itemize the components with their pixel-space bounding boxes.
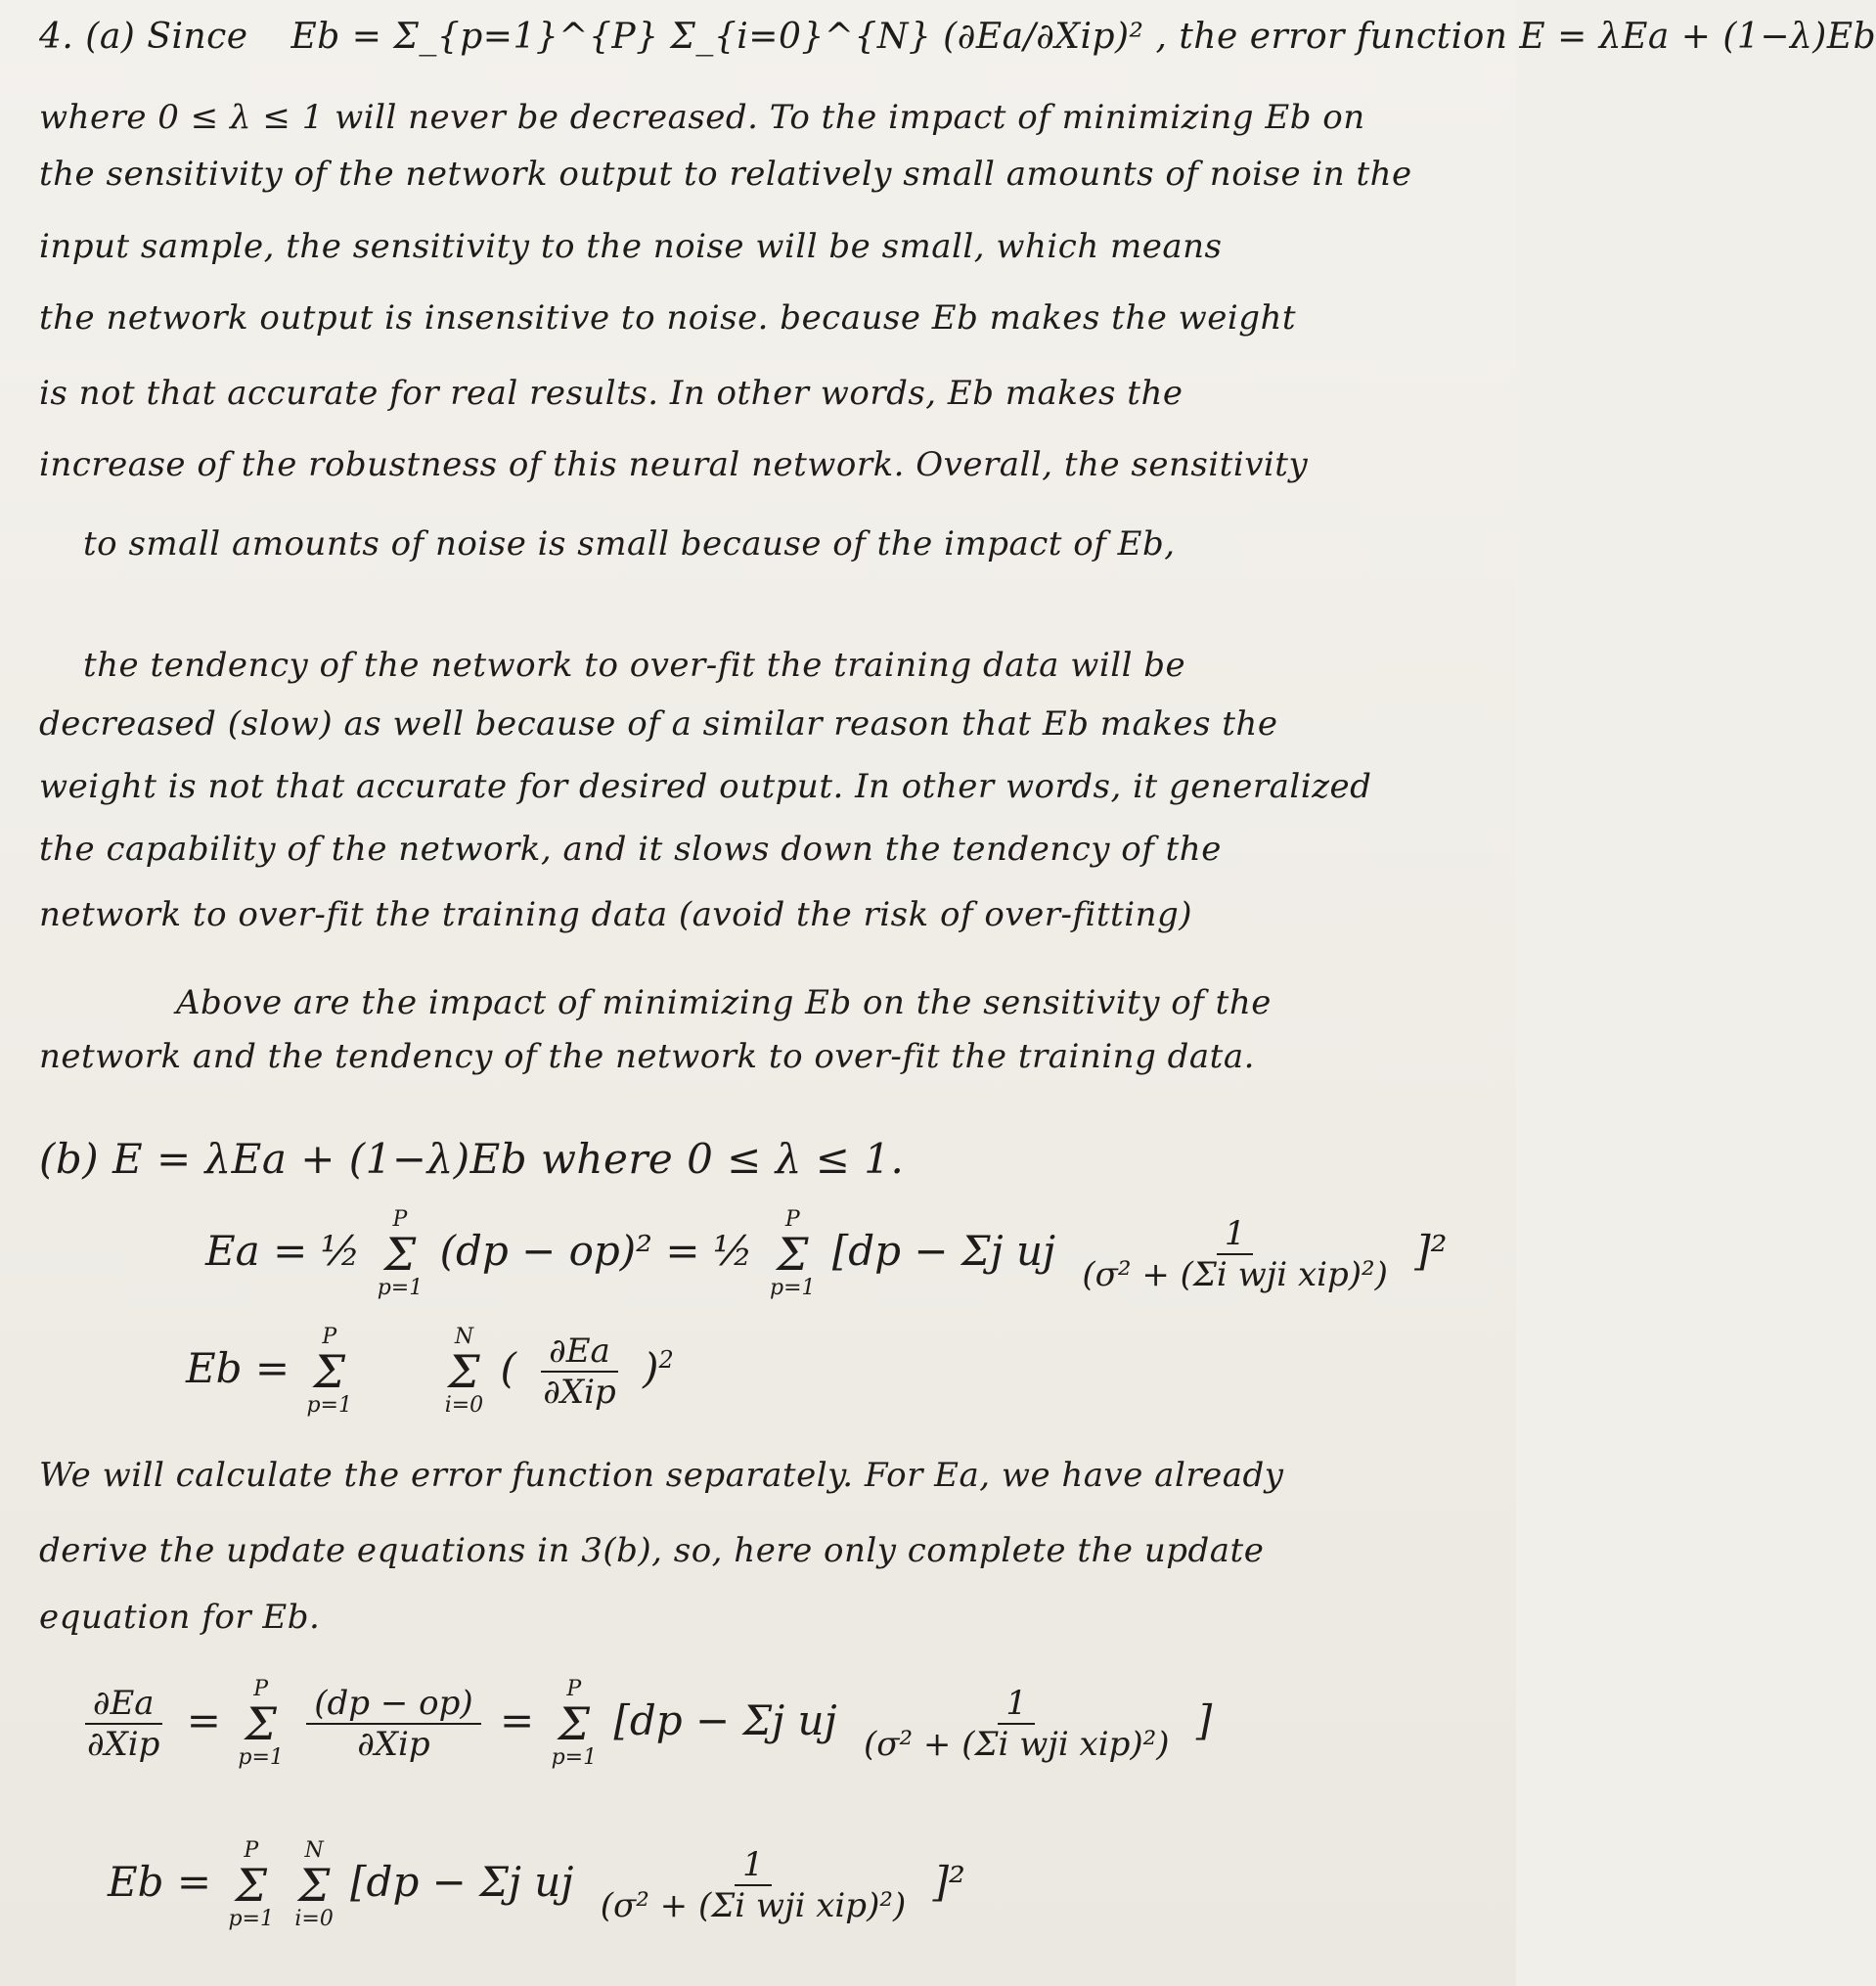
sum-lower: p=1 xyxy=(228,1907,274,1931)
sum-upper: N xyxy=(454,1325,474,1349)
part-a-line: input sample, the sensitivity to the noise will be small, which means xyxy=(39,227,1223,266)
dea-inner-fraction xyxy=(856,1684,1178,1764)
sum-p xyxy=(306,1326,352,1418)
part-a-line: is not that accurate for real results. In other words, Eb makes the xyxy=(39,374,1184,413)
part-a-line: the network output is insensitive to noise. because Eb makes the weight xyxy=(39,298,1297,338)
fraction-denominator: (σ² + (Σi wji xip)²) xyxy=(1082,1255,1388,1294)
part-a-line: the tendency of the network to over-fit the training data will be xyxy=(83,646,1186,685)
half-coefficient: ½ xyxy=(320,1227,361,1275)
dea-close: ] xyxy=(1195,1696,1213,1744)
part-a-line: to small amounts of noise is small because of the impact of Eb, xyxy=(83,524,1176,564)
eb-symbol: Eb xyxy=(186,1344,243,1392)
sum-upper: P xyxy=(566,1677,582,1701)
eb-symbol: Eb xyxy=(108,1858,164,1906)
sum-upper: P xyxy=(784,1207,800,1232)
sum-i xyxy=(445,1326,483,1418)
dea-fraction xyxy=(306,1684,480,1764)
ea-equation xyxy=(205,1208,1448,1300)
sigma-symbol: Σ xyxy=(313,1345,345,1398)
ea-symbol: Ea xyxy=(205,1227,260,1275)
part-b-line1-summary xyxy=(0,0,1,1)
sum-p xyxy=(770,1208,816,1300)
fraction-denominator: (σ² + (Σi wji xip)²) xyxy=(600,1886,907,1925)
part-a-heading: 4. (a) Since xyxy=(39,17,248,57)
part-a-line: decreased (slow) as well because of a similar reason that Eb makes the xyxy=(39,704,1278,744)
equals-sign: = xyxy=(500,1696,535,1744)
dea-bracket: [dp − Σj uj xyxy=(613,1696,837,1744)
sum-lower: p=1 xyxy=(377,1276,424,1300)
part-a-line: weight is not that accurate for desired output. In other words, it generalized xyxy=(39,767,1372,806)
sum-upper: N xyxy=(304,1838,324,1863)
fraction-numerator: 1 xyxy=(998,1684,1035,1725)
fraction-denominator: ∂Xip xyxy=(87,1725,160,1764)
partial-fraction xyxy=(535,1332,623,1412)
square-exponent: 2 xyxy=(658,1346,674,1374)
sum-upper: P xyxy=(253,1677,269,1701)
fraction-denominator: ∂Xip xyxy=(357,1725,430,1764)
sum-upper: P xyxy=(244,1838,259,1863)
sigma-symbol: Σ xyxy=(383,1228,417,1281)
ea-fraction xyxy=(1074,1214,1396,1294)
part-a-line: Above are the impact of minimizing Eb on the sensitivity of the xyxy=(176,983,1272,1022)
fraction-numerator: 1 xyxy=(1217,1214,1254,1255)
ea-close: ]² xyxy=(1414,1227,1448,1275)
sigma-symbol: Σ xyxy=(448,1345,480,1398)
partial-fraction xyxy=(79,1684,167,1764)
error-function-text: , the error function E = λEa + (1−λ)Eb xyxy=(1155,17,1876,57)
part-b-line: We will calculate the error function separately. For Ea, we have already xyxy=(39,1456,1284,1495)
sum-upper: P xyxy=(322,1325,337,1349)
fraction-denominator: (σ² + (Σi wji xip)²) xyxy=(864,1725,1170,1764)
fraction-numerator: ∂Ea xyxy=(541,1332,618,1373)
eb-bracket: [dp − Σj uj xyxy=(350,1858,574,1906)
fraction-numerator: ∂Ea xyxy=(85,1684,162,1725)
part-a-line: increase of the robustness of this neural network. Overall, the sensitivity xyxy=(39,445,1309,484)
sum-p xyxy=(552,1678,598,1770)
sum-lower: p=1 xyxy=(769,1276,816,1300)
sum-p xyxy=(378,1208,424,1300)
sigma-symbol: Σ xyxy=(297,1859,331,1912)
part-b-line: derive the update equations in 3(b), so, here only complete the update xyxy=(39,1531,1265,1570)
part-a-line: network and the tendency of the network to over-fit the training data. xyxy=(39,1037,1255,1076)
part-a-line: the sensitivity of the network output to relatively small amounts of noise in the xyxy=(39,155,1412,194)
ea-bracket: [dp − Σj uj xyxy=(831,1227,1056,1275)
fraction-numerator: (dp − op) xyxy=(306,1684,480,1725)
part-a-line: the capability of the network, and it slows down the tendency of the xyxy=(39,830,1222,869)
sigma-symbol: Σ xyxy=(558,1697,591,1750)
ea-middle: (dp − op)² = ½ xyxy=(439,1227,753,1275)
sum-lower: p=1 xyxy=(306,1393,352,1418)
equals-sign: = xyxy=(186,1696,221,1744)
equals-sign: = xyxy=(176,1858,212,1906)
equals-sign: = xyxy=(273,1227,308,1275)
eb-final-equation xyxy=(108,1839,965,1931)
fraction-denominator: ∂Xip xyxy=(543,1373,616,1412)
sum-lower: p=1 xyxy=(238,1745,284,1770)
sum-p xyxy=(238,1678,284,1770)
sigma-symbol: Σ xyxy=(776,1228,809,1281)
equals-sign: = xyxy=(254,1344,290,1392)
sum-lower: i=0 xyxy=(444,1393,484,1418)
eb-close: ]² xyxy=(932,1858,965,1906)
sum-lower: p=1 xyxy=(551,1745,598,1770)
eb-definition-inline: Eb = Σ_{p=1}^{P} Σ_{i=0}^{N} (∂Ea/∂Xip)² xyxy=(290,17,1144,57)
sigma-symbol: Σ xyxy=(235,1859,267,1912)
part-a-line: where 0 ≤ λ ≤ 1 will never be decreased. To the impact of minimizing Eb on xyxy=(39,98,1365,137)
sum-i xyxy=(294,1839,333,1931)
fraction-numerator: 1 xyxy=(735,1845,772,1886)
eb-inner-fraction xyxy=(593,1845,915,1925)
sum-upper: P xyxy=(392,1207,408,1232)
part-b-line: equation for Eb. xyxy=(39,1598,321,1637)
part-b-heading: (b) E = λEa + (1−λ)Eb where 0 ≤ λ ≤ 1. xyxy=(39,1135,905,1183)
sigma-symbol: Σ xyxy=(245,1697,277,1750)
part-a-line-1 xyxy=(39,17,1876,57)
dea-dxip-equation xyxy=(73,1678,1212,1770)
part-a-line: network to over-fit the training data (avoid the risk of over-fitting) xyxy=(39,895,1193,934)
sum-lower: i=0 xyxy=(294,1907,334,1931)
eb-equation: Eb = P Σ p=1 N Σ i=0 ( $\frac{\partial Ea}{\text{∂Xip}}$ )$^2$ xyxy=(186,1325,674,1418)
sum-p xyxy=(228,1839,274,1931)
